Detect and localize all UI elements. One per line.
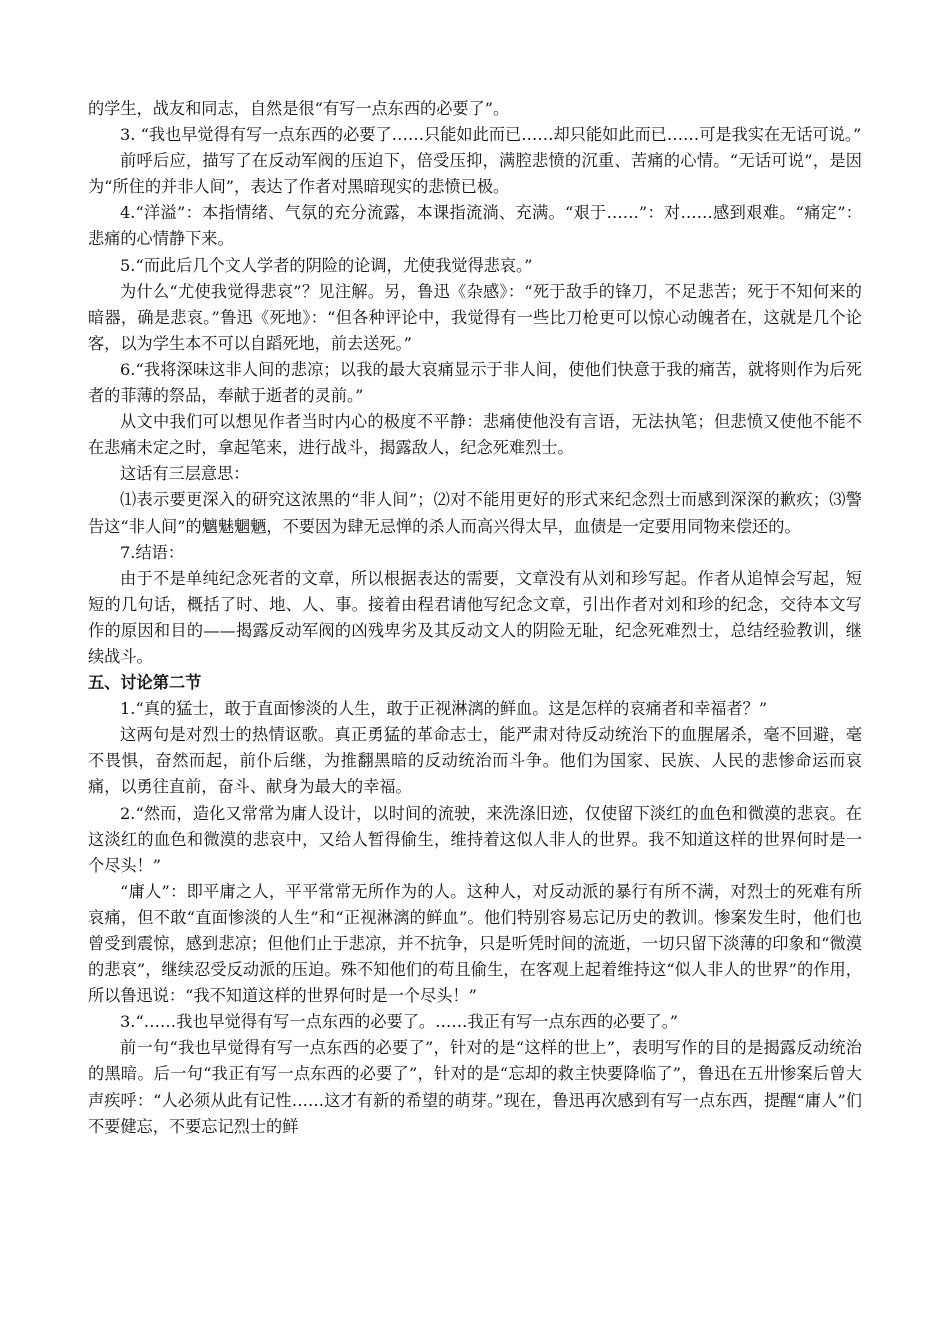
paragraph: 3. “我也早觉得有写一点东西的必要了……只能如此而已……却只能如此而已……可是我实在无话可说。” (120, 125, 862, 145)
paragraph: 这话有三层意思： (120, 464, 250, 484)
paragraph: 2.“然而，造化又常常为庸人设计，以时间的流驶，来洗涤旧迹，仅使留下淡红的血色和微漠的悲哀。在这淡红的血色和微漠的悲哀中，又给人暂得偷生，维持着这似人非人的世界。我不知道这样的世界何时是一个尽头！” (88, 803, 862, 875)
paragraph: ⑴表示要更深入的研究这浓黑的“非人间”；⑵对不能用更好的形式来纪念烈士而感到深深的歉疚；⑶警告这“非人间”的魑魅魍魉，不要因为肆无忌惮的杀人而高兴得太早，血债是一定要用同物来偿还的。 (88, 490, 862, 536)
paragraph: 这两句是对烈士的热情讴歌。真正勇猛的革命志士，能严肃对待反动统治下的血腥屠杀，毫不回避，毫不畏惧，奋然而起，前仆后继，为推翻黑暗的反动统治而斗争。他们为国家、民族、人民的悲惨命运而哀痛，以勇往直前，奋斗、献身为最大的幸福。 (88, 725, 862, 797)
section-heading: 五、讨论第二节 (88, 673, 202, 693)
paragraph: 由于不是单纯纪念死者的文章，所以根据表达的需要，文章没有从刘和珍写起。作者从追悼会写起，短短的几句话，概括了时、地、人、事。接着由程君请他写纪念文章，引出作者对刘和珍的纪念，交待本文写作的原因和目的——揭露反动军阀的凶残卑劣及其反动文人的阴险无耻，纪念死难烈士，总结经验教训，继续战斗。 (88, 568, 862, 666)
paragraph: 5.“而此后几个文人学者的阴险的论调，尤使我觉得悲哀。” (120, 255, 533, 275)
paragraph: 6.“我将深味这非人间的悲凉；以我的最大哀痛显示于非人间，使他们快意于我的痛苦，就将则作为后死者的菲薄的祭品，奉献于逝者的灵前。” (88, 359, 862, 406)
paragraph: 前呼后应，描写了在反动军阀的压迫下，倍受压抑，满腔悲愤的沉重、苦痛的心情。“无话可说”，是因为“所住的并非人间”，表达了作者对黑暗现实的悲愤已极。 (88, 151, 862, 197)
paragraph: 为什么“尤使我觉得悲哀”？见注解。另，鲁迅《杂感》：“死于敌手的锋刀，不足悲苦；死于不知何来的暗器，确是悲哀。”鲁迅《死地》：“但各种评论中，我觉得有一些比刀枪更可以惊心动魄者在，这就是几个论客，以为学生本不可以自蹈死地，前去送死。” (88, 281, 862, 353)
paragraph: 1.“真的猛士，敢于直面惨淡的人生，敢于正视淋漓的鲜血。这是怎样的哀痛者和幸福者？” (120, 699, 768, 719)
paragraph: 3.“……我也早觉得有写一点东西的必要了。……我正有写一点东西的必要了。” (120, 1012, 679, 1032)
paragraph: 前一句“我也早觉得有写一点东西的必要了”，针对的是“这样的世上”，表明写作的目的是揭露反动统治的黑暗。后一句“我正有写一点东西的必要了”，针对的是“忘却的救主快要降临了”，鲁迅在五卅惨案后曾大声疾呼：“人必须从此有记性……这才有新的希望的萌芽。”现在，鲁迅再次感到有写一点东西，提醒“庸人”们不要健忘，不要忘记烈士的鲜 (88, 1038, 862, 1136)
paragraph: 的学生，战友和同志，自然是很“有写一点东西的必要了”。 (88, 99, 510, 118)
paragraph: 从文中我们可以想见作者当时内心的极度不平静：悲痛使他没有言语，无法执笔；但悲愤又使他不能不在悲痛未定之时，拿起笔来，进行战斗，揭露敌人，纪念死难烈士。 (88, 412, 862, 458)
paragraph: “庸人”：即平庸之人，平平常常无所作为的人。这种人，对反动派的暴行有所不满，对烈士的死难有所哀痛，但不敢“直面惨淡的人生”和“正视淋漓的鲜血”。他们特别容易忘记历史的教训。惨案发生时，他们也曾受到震惊，感到悲凉；但他们止于悲凉，并不抗争，只是听凭时间的流逝，一切只留下淡薄的印象和“微漠的悲哀”，继续忍受反动派的压迫。殊不知他们的苟且偷生，在客观上起着维持这“似人非人的世界”的作用，所以鲁迅说：“我不知道这样的世界何时是一个尽头！” (88, 881, 862, 1006)
document-page (88, 96, 862, 1140)
paragraph: 4.“洋溢”：本指情绪、气氛的充分流露，本课指流淌、充满。“艰于……”：对……感到艰难。“痛定”：悲痛的心情静下来。 (88, 203, 862, 249)
paragraph: 7.结语： (120, 542, 185, 562)
